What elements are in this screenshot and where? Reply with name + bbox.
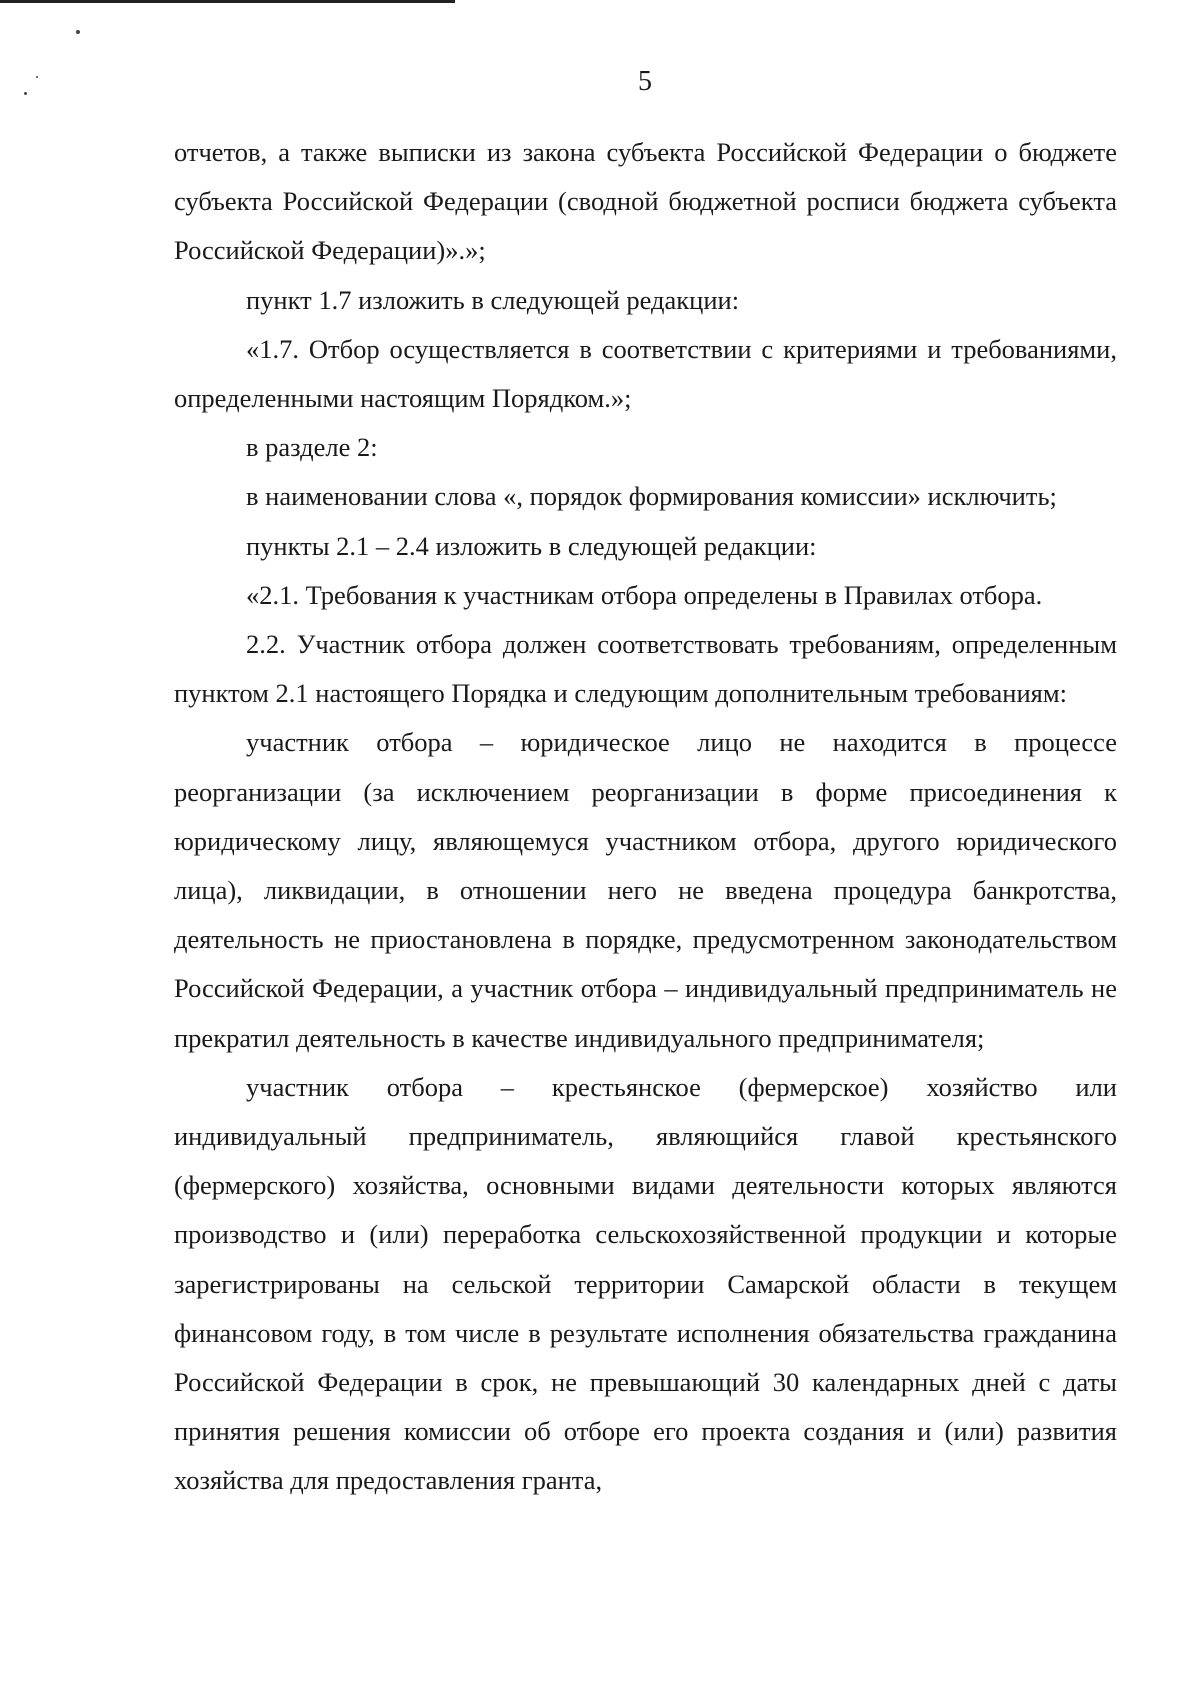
paragraph-1: отчетов, а также выписки из закона субъекта Российской Федерации о бюджете субъекта Российской Федерации (сводной бюджетной росписи бюджета субъекта Российской Федерации)».»; [174, 137, 1117, 266]
scan-speck [36, 76, 38, 78]
paragraph-8: 2.2. Участник отбора должен соответствовать требованиям, определенным пунктом 2.1 настоящего Порядка и следующим дополнительным требованиям: [174, 629, 1117, 709]
page-number: 5 [638, 66, 652, 97]
paragraph-2: пункт 1.7 изложить в следующей редакции: [246, 284, 740, 315]
top-rule [0, 0, 455, 3]
paragraph-10: участник отбора – крестьянское (фермерское) хозяйство или индивидуальный предприниматель, являющийся главой крестьянского (фермерского) хозяйства, основными видами деятельности которых являются производство и (или) переработка сельскохозяйственной продукции и которые зарегистрированы на сельской территории Самарской области в текущем финансовом году, в том числе в результате исполнения обязательства гражданина Российской Федерации в срок, не превышающий 30 календарных дней с даты принятия решения комиссии об отборе его проекта создания и (или) развития хозяйства для предоставления гранта, [174, 1071, 1117, 1496]
paragraph-5: в наименовании слова «, порядок формирования комиссии» исключить; [246, 481, 1057, 512]
scan-speck [24, 92, 27, 95]
scan-speck [76, 30, 80, 34]
paragraph-7: «2.1. Требования к участникам отбора определены в Правилах отбора. [246, 579, 1043, 610]
paragraph-6: пункты 2.1 – 2.4 изложить в следующей редакции: [246, 530, 817, 561]
paragraph-4: в разделе 2: [246, 432, 378, 463]
paragraph-3: «1.7. Отбор осуществляется в соответствии с критериями и требованиями, определенными настоящим Порядком.»; [174, 333, 1117, 414]
paragraph-9: участник отбора – юридическое лицо не находится в процессе реорганизации (за исключением реорганизации в форме присоединения к юридическому лицу, являющемуся участником отбора, другого юридического лица), ликвидации, в отношении него не введена процедура банкротства, деятельность не приостановлена в порядке, предусмотренном законодательством Российской Федерации, а участник отбора – индивидуальный предприниматель не прекратил деятельность в качестве индивидуального предпринимателя; [174, 727, 1117, 1053]
document-body [174, 128, 1117, 1506]
